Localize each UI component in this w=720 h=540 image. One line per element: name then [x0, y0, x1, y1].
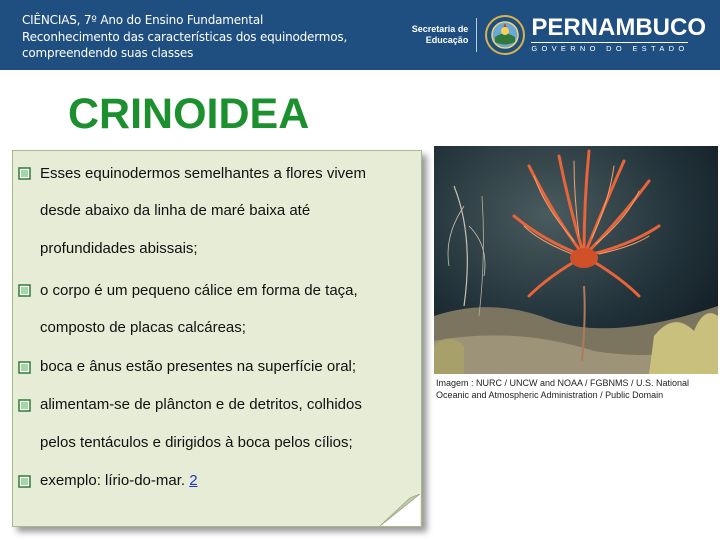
bullet-icon — [18, 167, 31, 180]
example-text: exemplo: lírio-do-mar. — [40, 472, 190, 489]
image-caption — [436, 377, 689, 401]
text-line: boca e ânus estão presentes na superfície oral; — [40, 358, 357, 375]
text-line — [40, 472, 198, 489]
bullet-icon — [18, 475, 31, 488]
state-seal-icon — [485, 15, 525, 55]
state-wordmark — [531, 16, 706, 54]
text-line: pelos tentáculos e dirigidos à boca pelos cílios; — [40, 434, 353, 451]
secretaria-label — [412, 24, 469, 46]
government-logo — [412, 12, 706, 58]
crinoid-photo — [434, 146, 718, 374]
text-line: Esses equinodermos semelhantes a flores vivem — [40, 165, 366, 182]
caption-line-2: Oceanic and Atmospheric Administration / Public Domain — [436, 390, 664, 400]
logo-divider — [476, 18, 477, 52]
header-line-1: CIÊNCIAS, 7º Ano do Ensino Fundamental — [22, 13, 264, 27]
caption-line-1: Imagem : NURC / UNCW and NOAA / FGBNMS / U.S. National — [436, 378, 690, 388]
bullet-icon — [18, 361, 31, 374]
header-text — [22, 12, 347, 62]
reference-link[interactable]: 2 — [189, 472, 198, 489]
text-line: profundidades abissais; — [40, 240, 198, 257]
slide-title: CRINOIDEA — [68, 90, 310, 138]
secretaria-line-1: Secretaria de — [411, 24, 469, 34]
state-name: PERNAMBUCO — [531, 14, 706, 41]
text-line: o corpo é um pequeno cálice em forma de taça, — [40, 282, 358, 299]
header-bar — [0, 0, 720, 70]
state-subtitle: GOVERNO DO ESTADO — [531, 44, 689, 53]
header-line-2: Reconhecimento das características dos equinodermos, — [22, 29, 348, 44]
bullet-icon — [18, 284, 31, 297]
page-curl — [380, 494, 420, 526]
bullet-icon — [18, 399, 31, 412]
secretaria-line-2: Educação — [425, 35, 469, 45]
header-line-3: compreendendo suas classes — [22, 46, 194, 60]
text-line: desde abaixo da linha de maré baixa até — [40, 202, 311, 219]
text-line: alimentam-se de plâncton e de detritos, colhidos — [40, 396, 362, 413]
text-line: composto de placas calcáreas; — [40, 319, 246, 336]
crinoid-illustration — [434, 146, 718, 374]
